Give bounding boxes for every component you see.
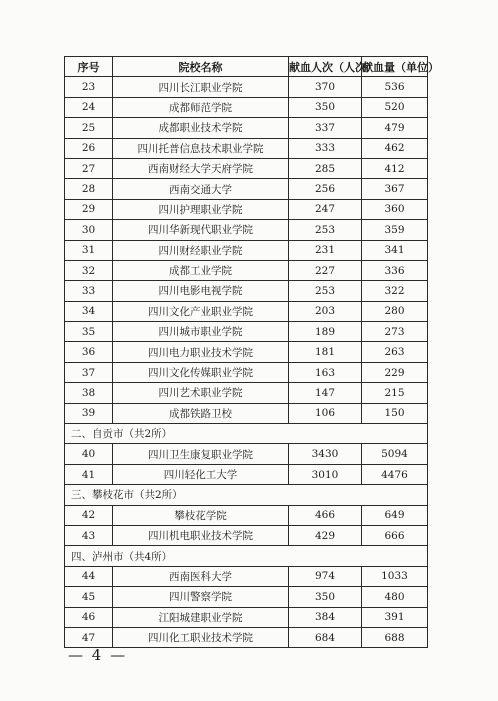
table-row [65,505,428,525]
donor-count: 247 [289,199,362,219]
table-row [65,444,428,464]
donor-count: 253 [289,220,362,240]
row-number: 43 [65,525,113,545]
school-name: 四川护理职业学院 [113,199,289,219]
blood-volume: 666 [362,525,428,545]
section-row [65,485,428,505]
school-name: 四川电力职业技术学院 [113,342,289,362]
table-row [65,301,428,321]
school-name: 成都职业技术学院 [113,118,289,138]
donor-count: 350 [289,97,362,117]
school-name: 成都铁路卫校 [113,403,289,423]
donor-count: 189 [289,322,362,342]
donor-count: 227 [289,260,362,280]
blood-volume: 4476 [362,464,428,484]
table-row [65,322,428,342]
row-number: 38 [65,383,113,403]
donor-count: 384 [289,607,362,627]
donor-count: 684 [289,627,362,647]
blood-volume: 5094 [362,444,428,464]
blood-volume: 336 [362,260,428,280]
school-name: 成都工业学院 [113,260,289,280]
row-number: 23 [65,77,113,97]
blood-volume: 462 [362,138,428,158]
blood-volume: 536 [362,77,428,97]
blood-volume: 273 [362,322,428,342]
blood-volume: 215 [362,383,428,403]
school-name: 四川文化传媒职业学院 [113,362,289,382]
school-name: 四川电影电视学院 [113,281,289,301]
table-row [65,362,428,382]
school-name: 四川华新现代职业学院 [113,220,289,240]
row-number: 45 [65,587,113,607]
blood-volume: 391 [362,607,428,627]
table-row [65,627,428,647]
donor-count: 285 [289,158,362,178]
school-name: 江阳城建职业学院 [113,607,289,627]
row-number: 40 [65,444,113,464]
donor-count: 3010 [289,464,362,484]
document-page [64,56,439,648]
school-name: 四川轻化工大学 [113,464,289,484]
row-number: 27 [65,158,113,178]
row-number: 30 [65,220,113,240]
table-row [65,77,428,97]
row-number: 26 [65,138,113,158]
donor-count: 466 [289,505,362,525]
blood-volume: 1033 [362,566,428,586]
school-name: 成都师范学院 [113,97,289,117]
school-name: 西南财经大学天府学院 [113,158,289,178]
school-name: 四川化工职业技术学院 [113,627,289,647]
donor-count: 181 [289,342,362,362]
page-number: — 4 — [68,646,128,664]
row-number: 42 [65,505,113,525]
table-row [65,281,428,301]
row-number: 34 [65,301,113,321]
school-name: 四川卫生康复职业学院 [113,444,289,464]
donation-table [64,56,439,648]
row-number: 46 [65,607,113,627]
table-row [65,403,428,423]
blood-volume: 280 [362,301,428,321]
blood-volume: 688 [362,627,428,647]
table-row [65,138,428,158]
donor-count: 203 [289,301,362,321]
row-number: 32 [65,260,113,280]
row-number: 33 [65,281,113,301]
donor-count: 333 [289,138,362,158]
header-school: 院校名称 [113,57,289,77]
row-number: 35 [65,322,113,342]
school-name: 四川财经职业学院 [113,240,289,260]
blood-volume: 367 [362,179,428,199]
table-row [65,158,428,178]
table-row [65,220,428,240]
donor-count: 337 [289,118,362,138]
row-number: 31 [65,240,113,260]
blood-volume: 341 [362,240,428,260]
blood-volume: 360 [362,199,428,219]
blood-volume: 649 [362,505,428,525]
table-row [65,464,428,484]
school-name: 四川艺术职业学院 [113,383,289,403]
donor-count: 147 [289,383,362,403]
table-row [65,97,428,117]
donor-count: 974 [289,566,362,586]
table-row [65,240,428,260]
row-number: 44 [65,566,113,586]
donor-count: 256 [289,179,362,199]
section-row [65,546,428,566]
school-name: 四川城市职业学院 [113,322,289,342]
header-donors: 献血人次（人次） [289,57,362,77]
table-row [65,383,428,403]
donor-count: 429 [289,525,362,545]
donor-count: 370 [289,77,362,97]
section-row [65,424,428,444]
row-number: 29 [65,199,113,219]
header-no: 序号 [65,57,113,77]
school-name: 四川文化产业职业学院 [113,301,289,321]
school-name: 西南交通大学 [113,179,289,199]
school-name: 西南医科大学 [113,566,289,586]
blood-volume: 150 [362,403,428,423]
section-label: 三、攀枝花市（共2所） [65,485,428,505]
donor-count: 163 [289,362,362,382]
table-row [65,342,428,362]
table-row [65,525,428,545]
school-name: 四川长江职业学院 [113,77,289,97]
blood-volume: 412 [362,158,428,178]
table-row [65,260,428,280]
table-row [65,118,428,138]
row-number: 25 [65,118,113,138]
blood-volume: 229 [362,362,428,382]
section-label: 四、泸州市（共4所） [65,546,428,566]
section-label: 二、自贡市（共2所） [65,424,428,444]
donor-count: 106 [289,403,362,423]
table-row [65,587,428,607]
table-header-row [65,57,428,77]
blood-volume: 479 [362,118,428,138]
donor-count: 3430 [289,444,362,464]
school-name: 四川托普信息技术职业学院 [113,138,289,158]
row-number: 37 [65,362,113,382]
table-row [65,199,428,219]
school-name: 四川警察学院 [113,587,289,607]
table-row [65,566,428,586]
table-row [65,179,428,199]
school-name: 四川机电职业技术学院 [113,525,289,545]
blood-volume: 520 [362,97,428,117]
blood-volume: 322 [362,281,428,301]
row-number: 36 [65,342,113,362]
school-name: 攀枝花学院 [113,505,289,525]
row-number: 47 [65,627,113,647]
donor-count: 350 [289,587,362,607]
row-number: 39 [65,403,113,423]
row-number: 28 [65,179,113,199]
row-number: 41 [65,464,113,484]
blood-volume: 263 [362,342,428,362]
table-row [65,607,428,627]
blood-volume: 480 [362,587,428,607]
blood-volume: 359 [362,220,428,240]
donor-count: 253 [289,281,362,301]
row-number: 24 [65,97,113,117]
donor-count: 231 [289,240,362,260]
header-volume: 献血量（单位） [362,57,428,77]
